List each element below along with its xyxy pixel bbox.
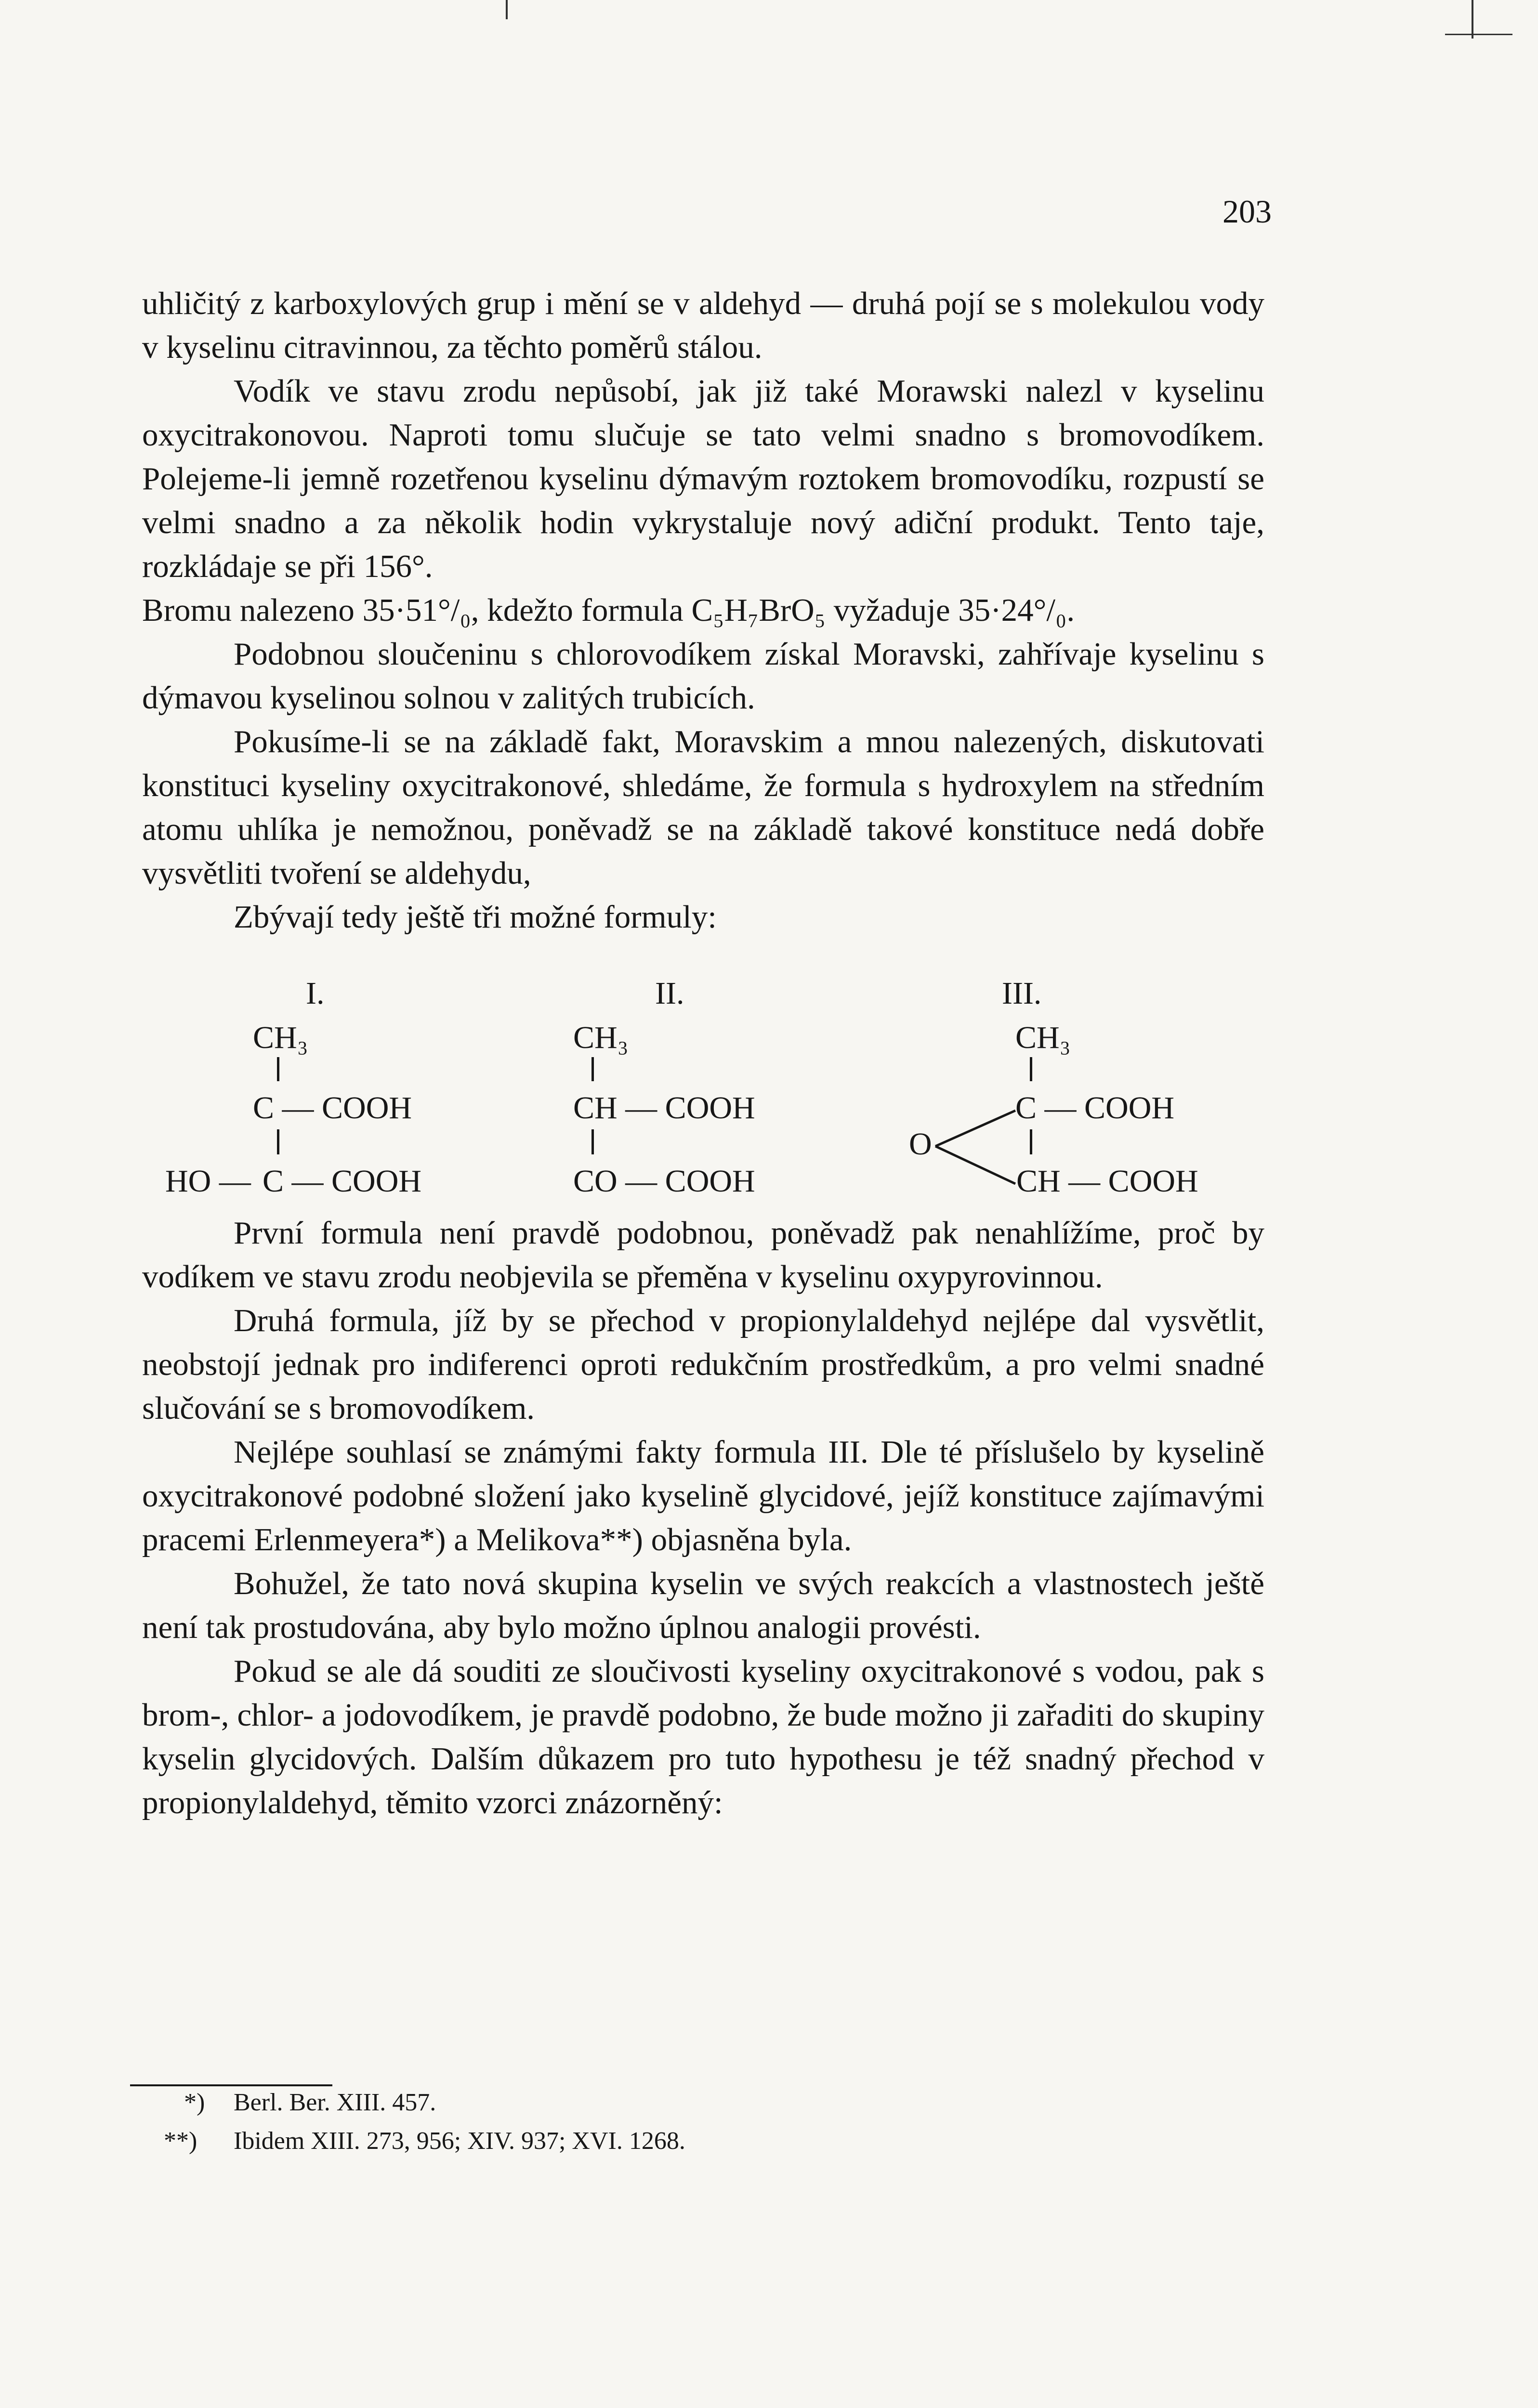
scan-mark xyxy=(506,0,508,19)
bond-line xyxy=(1030,1129,1032,1154)
footnote-text-2: Ibidem XIII. 273, 956; XIV. 937; XVI. 1268. xyxy=(234,2127,685,2155)
formula-i-bottom-prefix: HO — xyxy=(165,1164,251,1199)
formula-ii-top: CH₃ xyxy=(573,1020,629,1055)
bond-line xyxy=(592,1129,594,1154)
formula-label-ii: II. xyxy=(655,976,684,1011)
paragraph: Podobnou sloučeninu s chlorovodíkem získal Moravski, zahřívaje kyselinu s dýmavou kyselinou solnou v zalitých trubicích. xyxy=(142,636,1264,716)
formula-iii-oxygen: O xyxy=(909,1126,932,1162)
paragraph: Nejlépe souhlasí se známými fakty formula III. Dle té příslušelo by kyselině oxycitrakonové podobné složení jako kyselině glycidové, jejíž konstituce zajímavými pracemi Erlenmeyera*) a Melikova**) objasněna byla. xyxy=(142,1434,1264,1557)
page-number: 203 xyxy=(1223,193,1272,230)
formula-iii-mid: C — COOH xyxy=(1015,1090,1175,1125)
bond-line xyxy=(592,1057,594,1081)
body-text-upper xyxy=(142,282,1264,939)
footnote-divider xyxy=(130,2084,332,2086)
paragraph: Druhá formula, jíž by se přechod v propionylaldehyd nejlépe dal vysvětlit, neobstojí jednak pro indiferenci oproti redukčním prostředkům, a pro velmi snadné slučování se s bromovodíkem. xyxy=(142,1303,1264,1426)
formula-i-mid: C — COOH xyxy=(253,1090,412,1125)
scan-mark xyxy=(1445,34,1512,35)
bond-line xyxy=(935,1111,1015,1146)
paragraph: Pokusíme-li se na základě fakt, Moravskim a mnou nalezených, diskutovati konstituci kyseliny oxycitrakonové, shledáme, že formula s hydroxylem na středním atomu uhlíka je nemožnou, poněvadž se na základě takové konstituce nedá dobře vysvětliti tvoření se aldehydu, xyxy=(142,724,1264,891)
epoxide-ring-bonds xyxy=(906,1093,1021,1199)
paragraph: Bohužel, že tato nová skupina kyselin ve svých reakcích a vlastnostech ještě není tak prostudována, aby bylo možno úplnou analogii provésti. xyxy=(142,1566,1264,1645)
formula-ii-mid: CH — COOH xyxy=(573,1090,755,1125)
formula-label-i: I. xyxy=(306,976,325,1011)
paragraph: uhličitý z karboxylových grup i mění se v aldehyd — druhá pojí se s molekulou vody v kyselinu citravinnou, za těchto poměrů stálou. xyxy=(142,286,1264,365)
formula-label-iii: III. xyxy=(1002,976,1042,1011)
bond-line xyxy=(1030,1057,1032,1081)
paragraph: Pokud se ale dá souditi ze sloučivosti kyseliny oxycitrakonové s vodou, pak s brom-, chlor- a jodovodíkem, je pravdě podobno, že bude možno ji zařaditi do skupiny kyselin glycidových. Dalším důkazem pro tuto hypothesu je též snadný přechod v propionylaldehyd, těmito vzorci znázorněný: xyxy=(142,1653,1264,1820)
bond-line xyxy=(277,1057,279,1081)
formula-i-bottom: C — COOH xyxy=(263,1164,422,1199)
formula-i-top: CH₃ xyxy=(253,1020,308,1055)
paragraph: Vodík ve stavu zrodu nepůsobí, jak již také Morawski nalezl v kyselinu oxycitrakonovou. Naproti tomu slučuje se tato velmi snadno s bromovodíkem. Polejeme-li jemně rozetřenou kyselinu dýmavým roztokem bromovodíku, rozpustí se velmi snadno a za několik hodin vykrystaluje nový adiční produkt. Tento taje, rozkládaje se při 156°. xyxy=(142,373,1264,584)
paragraph: Bromu nalezeno 35·51°/₀, kdežto formula C₅H₇BrO₅ vyžaduje 35·24°/₀. xyxy=(142,592,1075,628)
paragraph: Zbývají tedy ještě tři možné formuly: xyxy=(234,899,717,935)
formula-ii-bottom: CO — COOH xyxy=(573,1164,755,1199)
paragraph: První formula není pravdě podobnou, poněvadž pak nenahlížíme, proč by vodíkem ve stavu zrodu neobjevila se přeměna v kyselinu oxypyrovinnou. xyxy=(142,1215,1264,1295)
bond-line xyxy=(277,1129,279,1154)
formula-iii-top: CH₃ xyxy=(1015,1020,1071,1055)
bond-line xyxy=(935,1146,1015,1184)
footnote-text-1: Berl. Ber. XIII. 457. xyxy=(234,2089,436,2116)
scan-mark xyxy=(1472,0,1473,39)
body-text-lower xyxy=(142,1211,1264,1825)
footnote-mark-2: **) xyxy=(164,2127,197,2155)
footnote-mark-1: *) xyxy=(184,2089,205,2116)
formula-iii-bottom: CH — COOH xyxy=(1016,1164,1198,1199)
